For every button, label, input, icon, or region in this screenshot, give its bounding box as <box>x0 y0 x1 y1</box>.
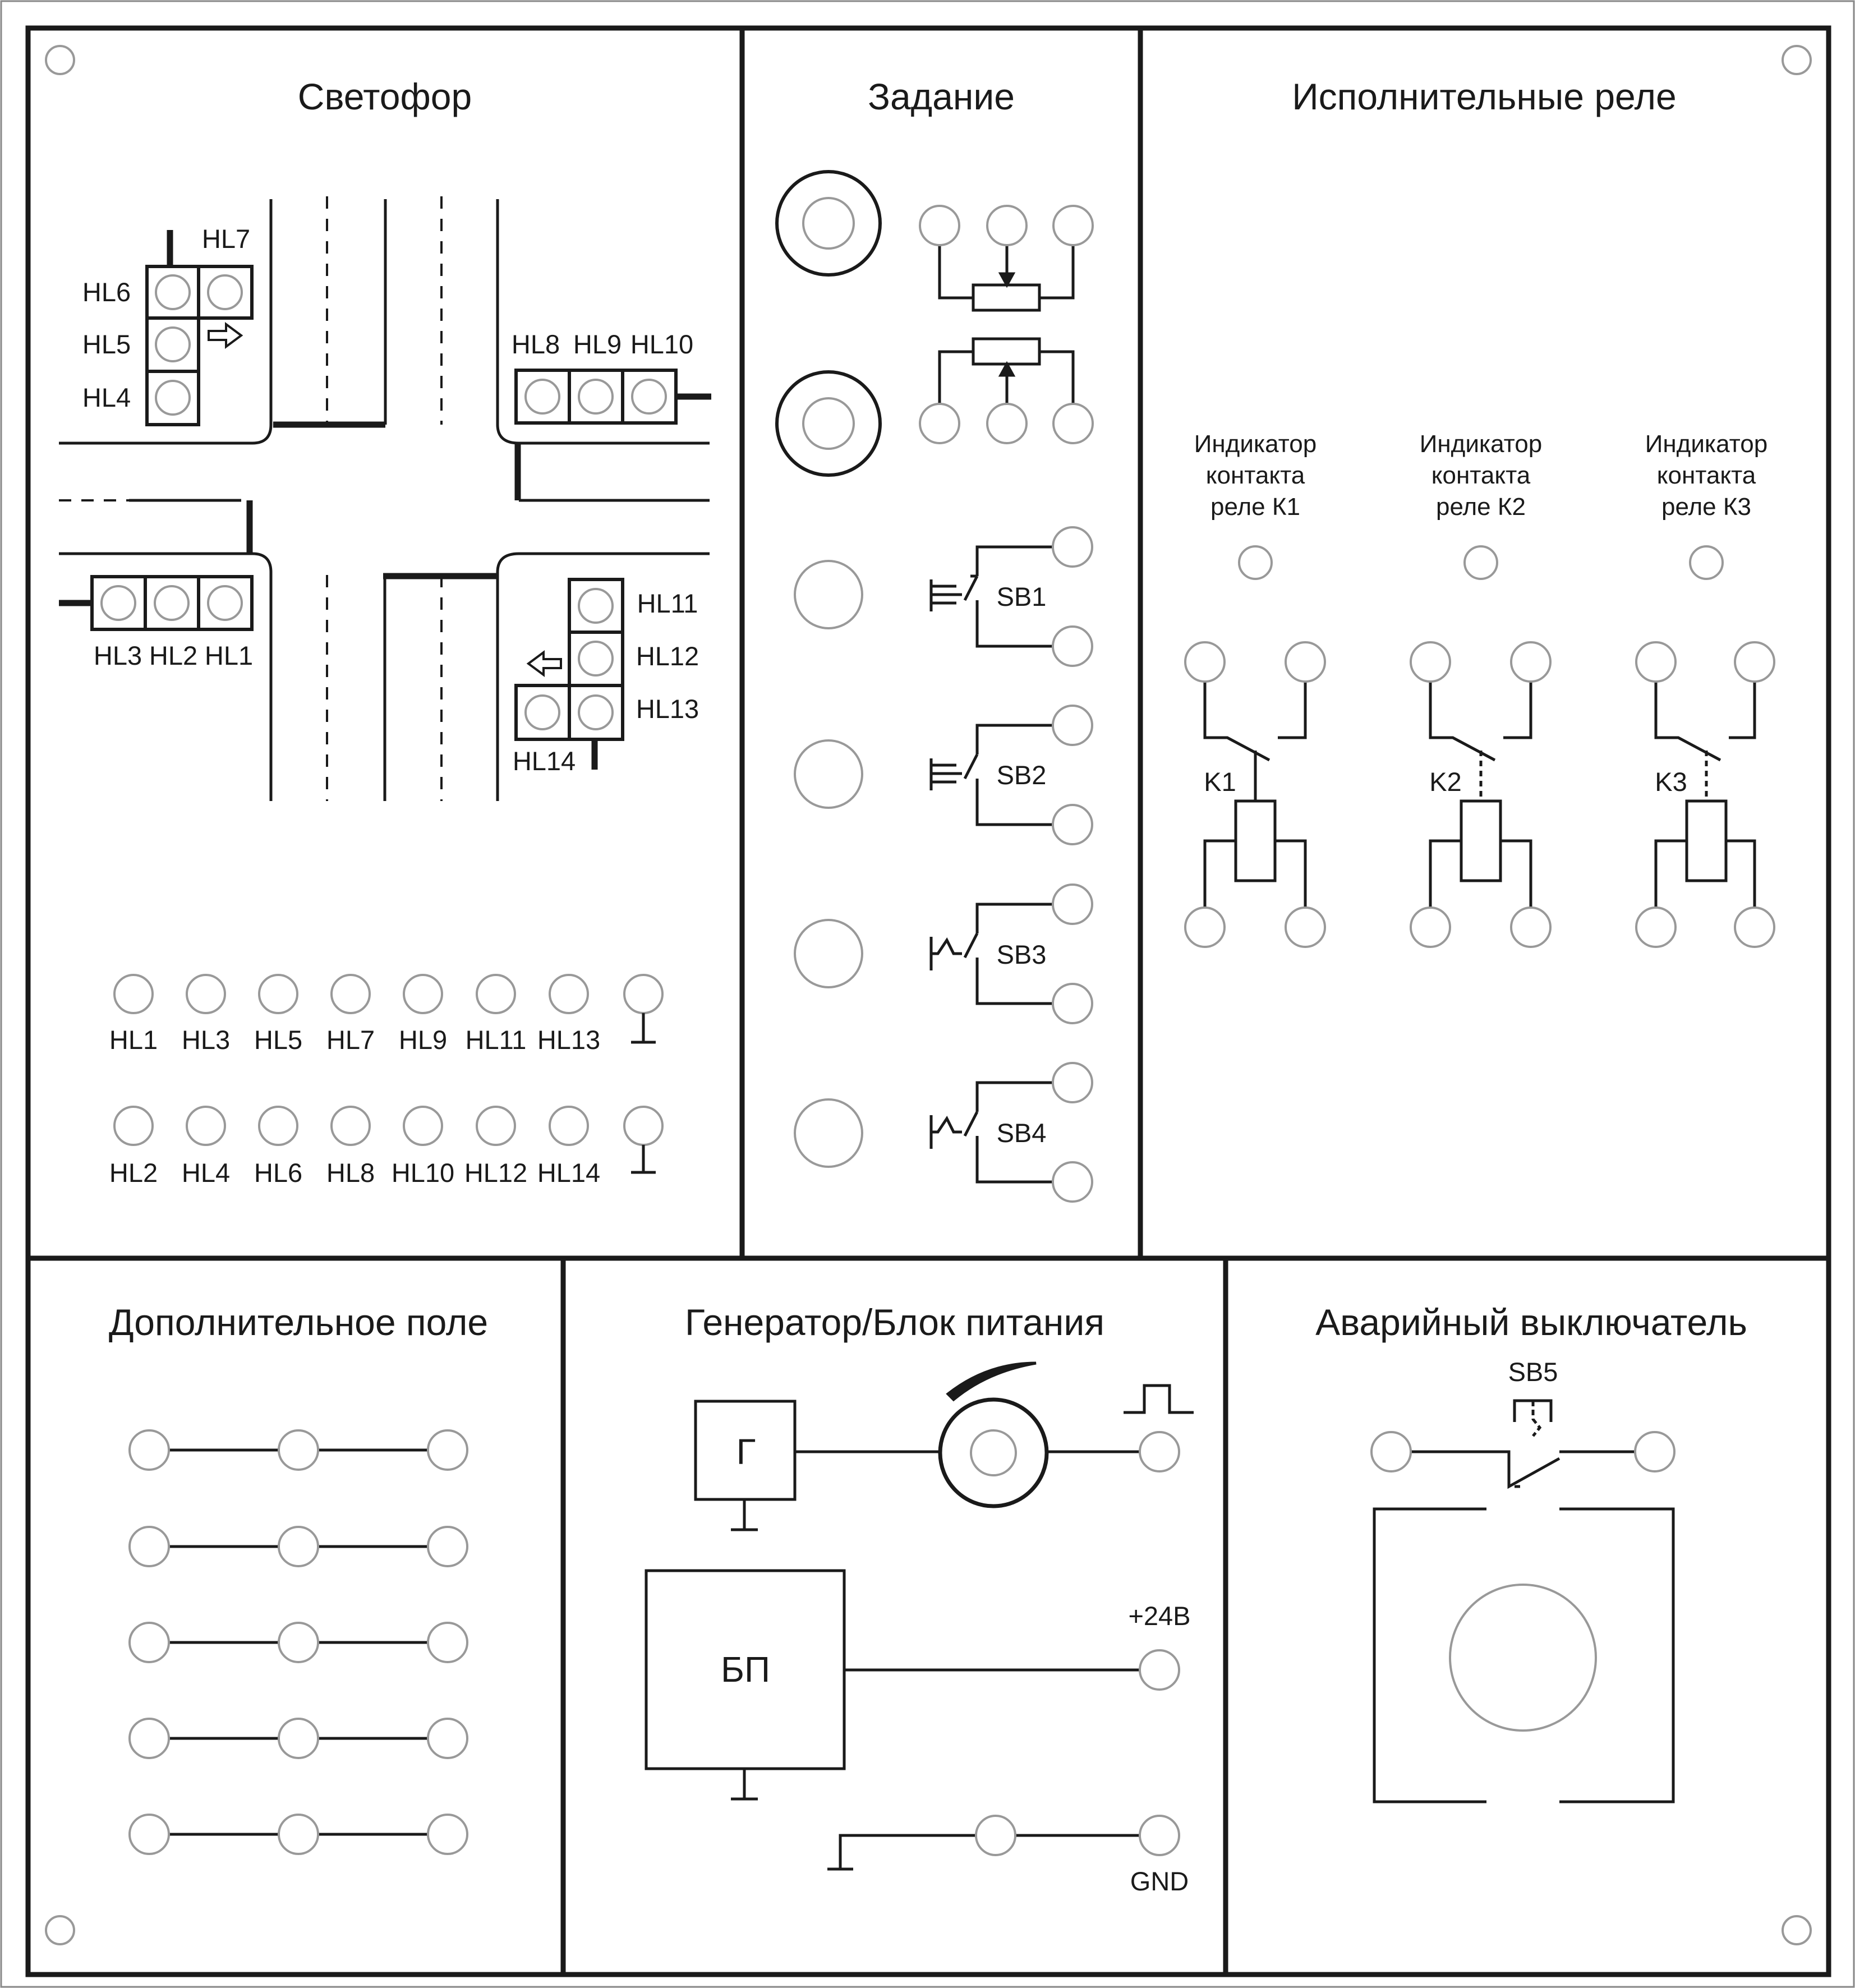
indicator-caption-line2: контакта <box>1205 462 1305 489</box>
pot2-terminals[interactable] <box>920 404 1093 443</box>
terminal-label: HL6 <box>254 1158 303 1188</box>
relay-k1 <box>1185 430 1325 947</box>
label-hl5: HL5 <box>82 329 131 359</box>
label-hl14: HL14 <box>512 746 576 776</box>
frequency-knob[interactable] <box>940 1400 1047 1506</box>
label-sb1: SB1 <box>996 582 1047 611</box>
gnd-label: GND <box>1130 1866 1189 1896</box>
sb-terminals[interactable] <box>1053 527 1092 1202</box>
terminal-label: HL5 <box>254 1025 303 1055</box>
panel-title-extra: Дополнительное поле <box>108 1301 489 1343</box>
indicator-caption-line1: Индикатор <box>1419 430 1543 458</box>
emergency-stop-button[interactable] <box>1450 1585 1596 1731</box>
terminal-label: HL9 <box>398 1025 448 1055</box>
plus24-label: +24В <box>1128 1601 1191 1631</box>
relays-panel <box>1185 76 1774 947</box>
terminal-sockets[interactable] <box>114 1107 662 1145</box>
indicator-caption-line1: Индикатор <box>1194 430 1317 458</box>
extra-field-panel <box>109 1301 488 1854</box>
sb5-label: SB5 <box>1508 1357 1558 1387</box>
indicator-caption-line3: реле К3 <box>1661 493 1751 521</box>
panel-title-traffic-light: Светофор <box>297 76 472 117</box>
relay-k2 <box>1411 430 1550 947</box>
label-hl8: HL8 <box>511 329 560 359</box>
terminal-label: HL8 <box>326 1158 375 1188</box>
potentiometer-knob-1[interactable] <box>777 172 880 275</box>
terminal-label: HL3 <box>181 1025 231 1055</box>
indicator-caption-line3: реле К1 <box>1210 493 1300 521</box>
potentiometer-2-schematic <box>940 339 1073 404</box>
emergency-panel <box>1315 1301 1747 1802</box>
label-hl2: HL2 <box>149 641 198 670</box>
ground-symbol-icon <box>631 1013 656 1042</box>
push-buttons[interactable] <box>795 561 862 1167</box>
panel-title-relays: Исполнительные реле <box>1292 76 1677 117</box>
label-hl10: HL10 <box>630 329 694 359</box>
relay-indicator-lamp <box>1239 546 1272 579</box>
label-hl7: HL7 <box>201 224 251 254</box>
terminal-label: HL13 <box>537 1025 601 1055</box>
relay-indicator-lamp <box>1465 546 1497 579</box>
terminal-row-2 <box>109 1107 662 1188</box>
label-hl4: HL4 <box>82 383 131 412</box>
terminal-label: HL10 <box>391 1158 455 1188</box>
task-panel <box>777 76 1093 1202</box>
label-hl11: HL11 <box>637 588 698 618</box>
terminal-label: HL4 <box>181 1158 231 1188</box>
terminal-row-1 <box>109 975 662 1055</box>
potentiometer-1-schematic <box>940 245 1073 310</box>
terminal-label: HL2 <box>109 1158 158 1188</box>
terminal-label: HL1 <box>109 1025 158 1055</box>
outer-border <box>1 1 1854 1987</box>
panel-title-task: Задание <box>868 76 1015 117</box>
frequency-arc <box>948 1363 1036 1400</box>
relay-indicator-lamp <box>1690 546 1723 579</box>
mounting-holes <box>46 46 1811 1944</box>
terminal-label: HL11 <box>465 1025 527 1055</box>
panel-frame <box>28 28 1829 1975</box>
generator-label: Г <box>736 1432 756 1472</box>
psu-label: БП <box>721 1649 770 1690</box>
relay-coil-label: K3 <box>1655 767 1687 797</box>
indicator-caption-line2: контакта <box>1656 462 1756 489</box>
emergency-guard-frame <box>1374 1509 1673 1802</box>
generator-panel <box>646 1301 1194 1896</box>
label-sb3: SB3 <box>996 940 1047 969</box>
indicator-caption-line3: реле К2 <box>1436 493 1526 521</box>
pot1-terminals[interactable] <box>920 206 1093 245</box>
traffic-light-panel <box>59 76 711 1188</box>
pulse-icon <box>1124 1386 1194 1412</box>
terminal-sockets[interactable] <box>114 975 662 1013</box>
indicator-caption-line1: Индикатор <box>1645 430 1768 458</box>
label-hl9: HL9 <box>573 329 622 359</box>
generator-terminals[interactable] <box>976 1432 1179 1855</box>
terminal-label: HL7 <box>326 1025 375 1055</box>
relay-coil-label: K1 <box>1204 767 1236 797</box>
label-hl12: HL12 <box>636 641 699 671</box>
label-sb4: SB4 <box>996 1118 1047 1148</box>
relay-k3 <box>1636 430 1774 947</box>
label-hl13: HL13 <box>636 694 699 724</box>
sb-switch-schematics <box>931 547 1053 1182</box>
label-hl1: HL1 <box>204 641 254 670</box>
label-hl6: HL6 <box>82 277 131 307</box>
label-sb2: SB2 <box>996 760 1047 790</box>
panel-title-generator: Генератор/Блок питания <box>685 1301 1104 1343</box>
arrow-left-icon <box>528 652 561 675</box>
terminal-label: HL12 <box>464 1158 528 1188</box>
potentiometer-knob-2[interactable] <box>777 372 880 475</box>
relay-coil-label: K2 <box>1429 767 1462 797</box>
ground-symbol-icon <box>631 1145 656 1172</box>
indicator-caption-line2: контакта <box>1431 462 1531 489</box>
panel-title-emergency: Аварийный выключатель <box>1315 1301 1747 1343</box>
terminal-label: HL14 <box>537 1158 601 1188</box>
label-hl3: HL3 <box>93 641 142 670</box>
arrow-right-icon <box>209 324 241 347</box>
